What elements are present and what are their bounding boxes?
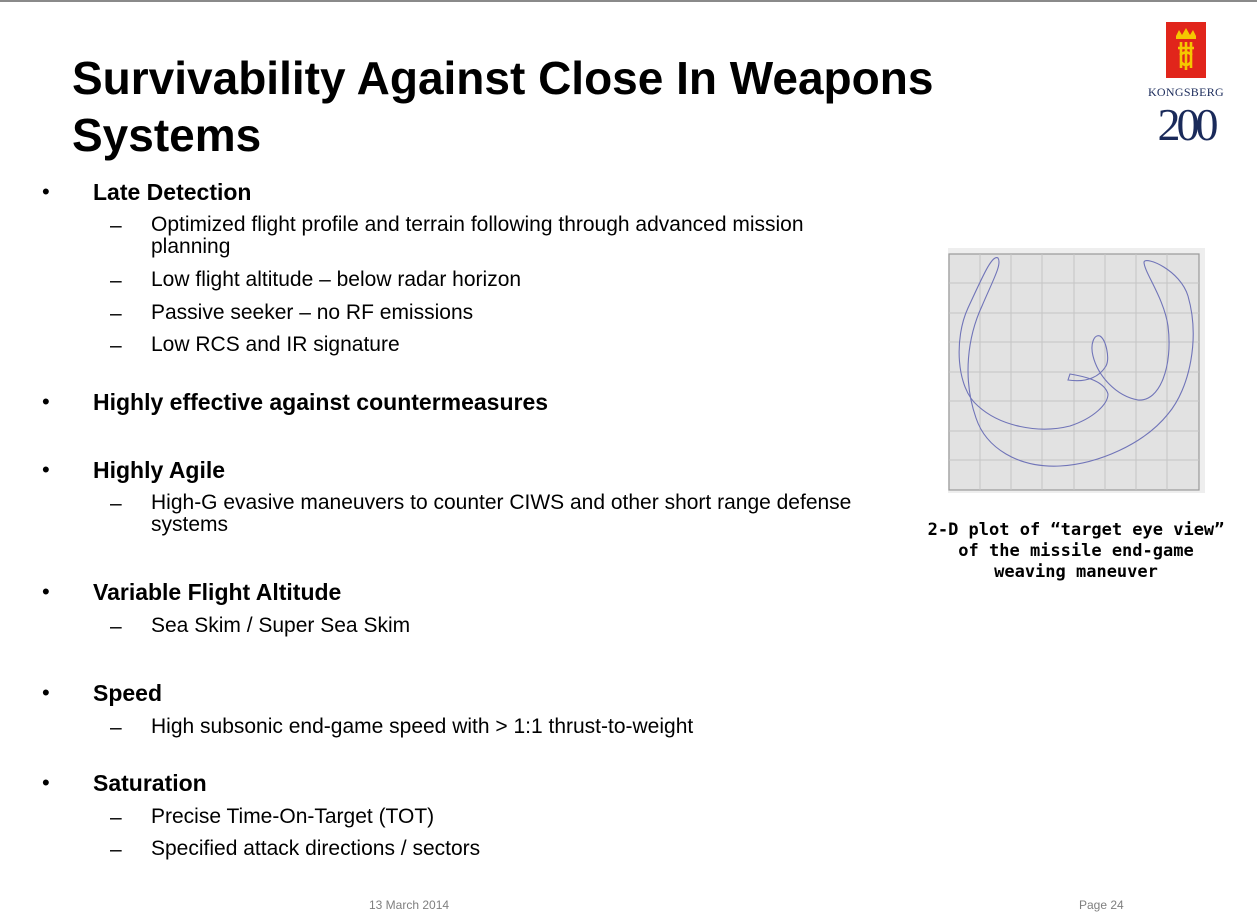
sub-bullet-text: Sea Skim / Super Sea Skim: [151, 614, 411, 637]
bullet-heading: Late Detection: [93, 179, 252, 205]
sub-bullet-text: Low flight altitude – below radar horizon: [151, 268, 522, 291]
dash-glyph: –: [110, 806, 122, 829]
footer-date: 13 March 2014: [369, 898, 450, 912]
sub-bullet-text: Precise Time-On-Target (TOT): [151, 805, 435, 828]
bullet-glyph: •: [42, 179, 50, 204]
slide-title: Survivability Against Close In Weapons Systems: [72, 52, 934, 161]
bullet-heading: Saturation: [93, 770, 207, 796]
sub-bullet-text: Optimized flight profile and terrain following through advanced mission planning: [151, 213, 804, 258]
dash-glyph: –: [110, 302, 122, 325]
crown-crest-icon: [1166, 22, 1206, 78]
bullet-heading: Highly effective against countermeasures: [93, 389, 549, 415]
dash-glyph: –: [110, 716, 122, 739]
bullet-glyph: •: [42, 770, 50, 795]
bullet-glyph: •: [42, 680, 50, 705]
maneuver-plot-graphic: [948, 248, 1205, 493]
company-name: KONGSBERG: [1147, 85, 1225, 99]
figure-caption: [918, 520, 1234, 583]
dash-glyph: –: [110, 615, 122, 638]
sub-bullet-text: Low RCS and IR signature: [151, 333, 400, 356]
top-divider: [0, 0, 1257, 2]
dash-glyph: –: [110, 334, 122, 357]
dash-glyph: –: [110, 269, 122, 292]
caption-line: 2-D plot of “target eye view”: [927, 520, 1225, 540]
page-number: Page 24: [1079, 898, 1124, 912]
bullet-glyph: •: [42, 389, 50, 414]
caption-line: weaving maneuver: [994, 562, 1158, 582]
anniversary-number: 200: [1157, 99, 1215, 150]
bullet-glyph: •: [42, 579, 50, 604]
maneuver-plot: [948, 248, 1205, 493]
bullet-heading: Speed: [93, 680, 163, 706]
dash-glyph: –: [110, 214, 122, 237]
bullet-glyph: •: [42, 457, 50, 482]
dash-glyph: –: [110, 838, 122, 861]
caption-line: of the missile end-game: [958, 541, 1194, 561]
dash-glyph: –: [110, 492, 122, 515]
kongsberg-logo: [1140, 20, 1232, 152]
bullet-heading: Highly Agile: [93, 457, 226, 483]
bullet-heading: Variable Flight Altitude: [93, 579, 342, 605]
sub-bullet-text: High-G evasive maneuvers to counter CIWS and other short range defense systems: [151, 491, 852, 536]
sub-bullet-text: Passive seeker – no RF emissions: [151, 301, 474, 324]
sub-bullet-text: High subsonic end-game speed with > 1:1 thrust-to-weight: [151, 715, 694, 738]
sub-bullet-text: Specified attack directions / sectors: [151, 837, 481, 860]
